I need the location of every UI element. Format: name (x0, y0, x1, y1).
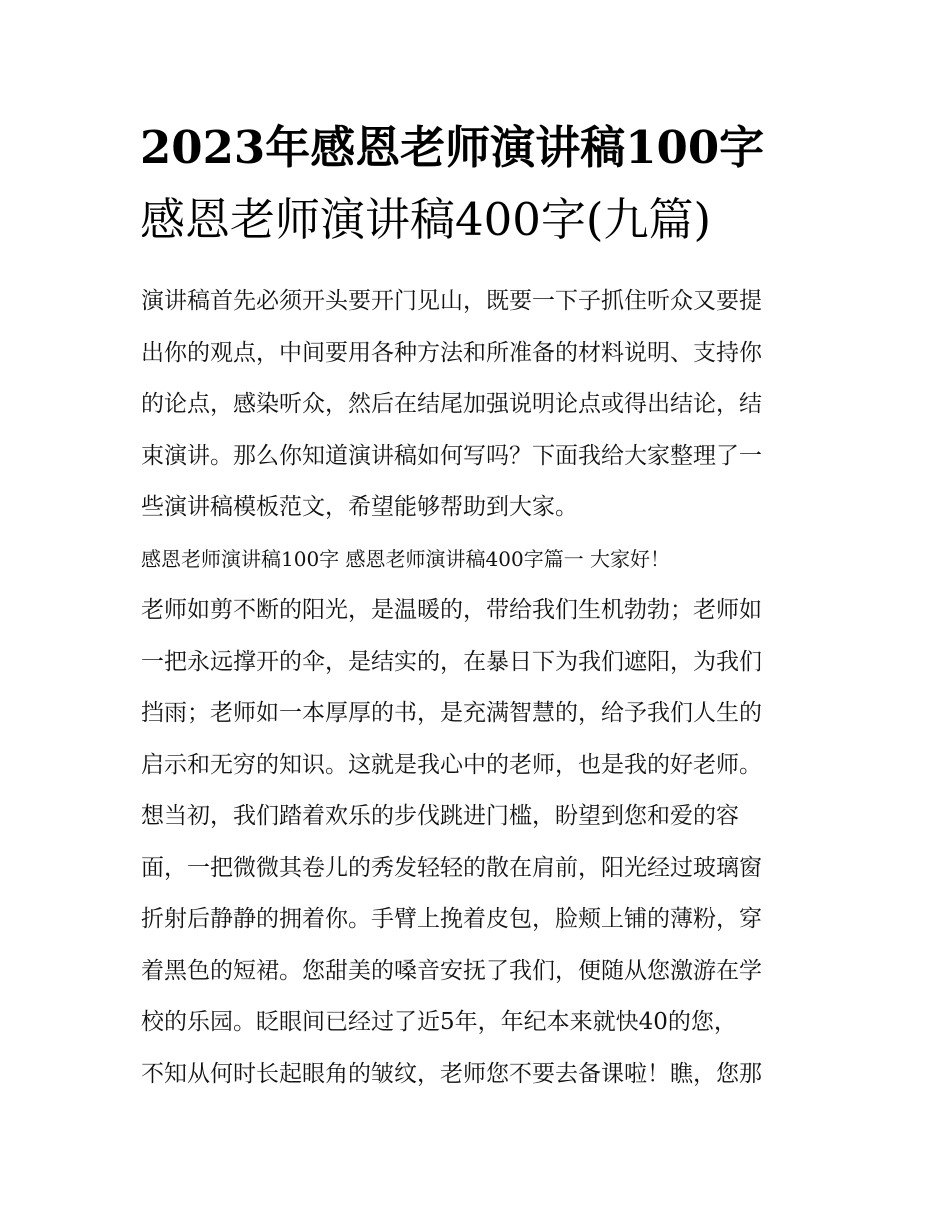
body-line: 束演讲。那么你知道演讲稿如何写吗？下面我给大家整理了一 (141, 442, 762, 469)
body-line: 一把永远撑开的伞，是结实的，在暴日下为我们遮阳，为我们 (141, 648, 762, 675)
body-line: 着黑色的短裙。您甜美的嗓音安抚了我们，便随从您激游在学 (141, 957, 762, 984)
body-line: 挡雨；老师如一本厚厚的书，是充满智慧的，给予我们人生的 (141, 700, 762, 726)
body-line: 演讲稿首先必须开头要开门见山，既要一下子抓住听众又要提 (141, 288, 762, 314)
body-line: 折射后静静的拥着你。手臂上挽着皮包，脸颊上铺的薄粉，穿 (141, 906, 762, 932)
body-line: 感恩老师演讲稿100字 感恩老师演讲稿400字篇一 大家好！ (141, 546, 671, 571)
body-line: 出你的观点，中间要用各种方法和所准备的材料说明、支持你 (141, 339, 762, 366)
document-body (141, 276, 811, 1100)
title-line-1: 2023年感恩老师演讲稿100字 (140, 121, 765, 174)
body-line: 校的乐园。眨眼间已经过了近5年，年纪本来就快40的您， (141, 1009, 737, 1035)
body-line: 不知从何时长起眼角的皱纹，老师您不要去备课啦！瞧，您那 (141, 1060, 762, 1087)
body-line: 老师如剪不断的阳光，是温暖的，带给我们生机勃勃；老师如 (141, 597, 762, 623)
body-line: 的论点，感染听众，然后在结尾加强说明论点或得出结论，结 (141, 391, 762, 417)
body-line: 想当初，我们踏着欢乐的步伐跳进门槛，盼望到您和爱的容 (141, 803, 739, 829)
body-line: 面，一把微微其卷儿的秀发轻轻的散在肩前，阳光经过玻璃窗 (141, 854, 762, 881)
body-line: 启示和无穷的知识。这就是我心中的老师，也是我的好老师。 (141, 751, 762, 778)
document-title (140, 112, 820, 256)
title-line-2: 感恩老师演讲稿400字(九篇) (140, 193, 712, 246)
body-line: 些演讲稿模板范文，希望能够帮助到大家。 (141, 494, 578, 520)
